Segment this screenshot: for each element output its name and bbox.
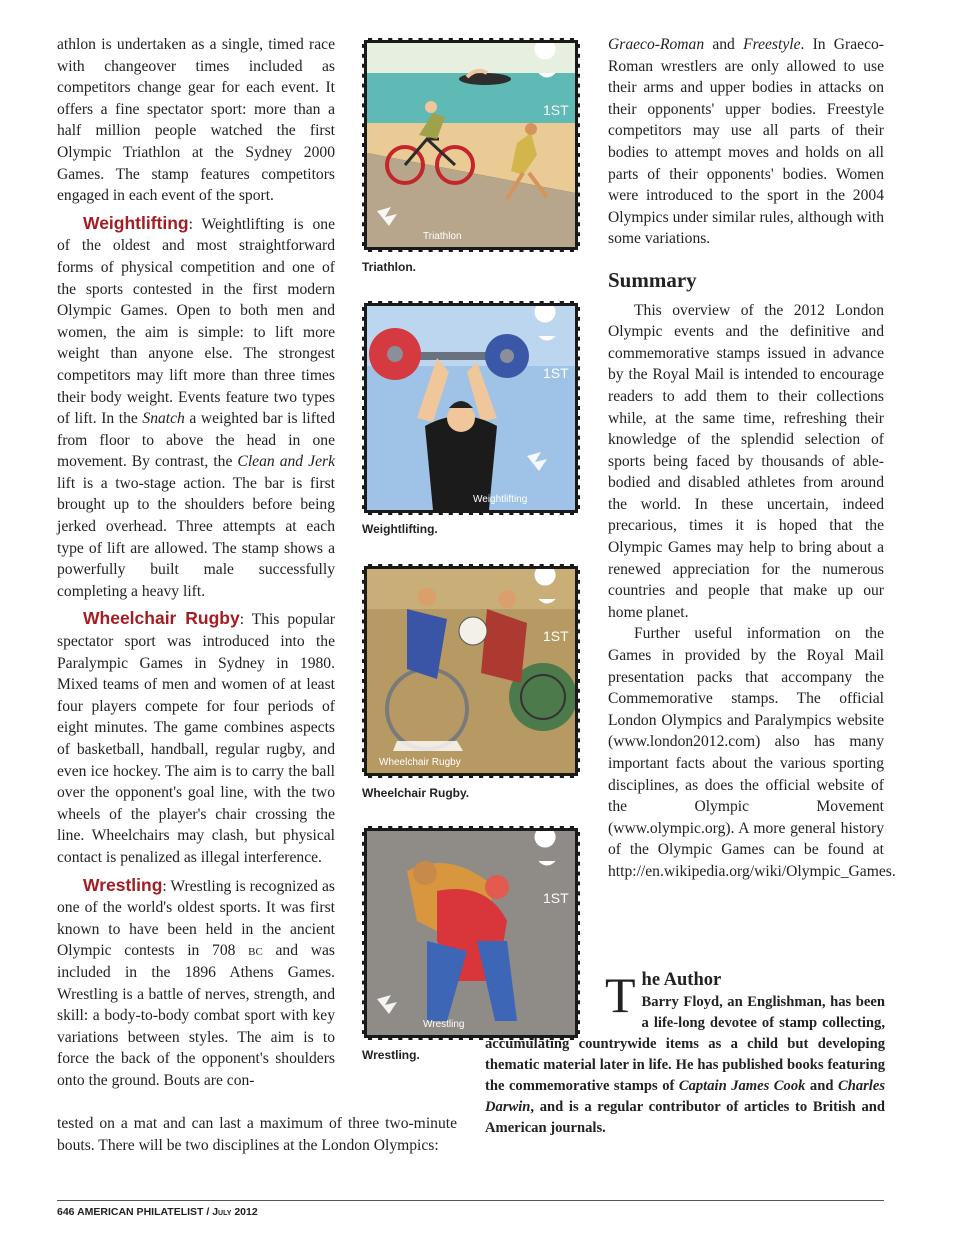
triathlon-paragraph: athlon is undertaken as a single, timed race with changeover times included as competitors change gear for each event. It offers a fine spectator sport: more than a half million people watched the first Olympic Triathlon at the Sydney 2000 Games. The stamp features competitors engaged in each event of the sport.: [57, 36, 335, 205]
and-connector: and: [704, 36, 744, 53]
weightlifting-stamp: [362, 301, 580, 515]
wrestling-stamp-label: Wrestling: [423, 1019, 465, 1030]
triathlon-stamp-label: Triathlon: [423, 231, 462, 242]
cook-title: Captain James Cook: [678, 1078, 806, 1094]
graeco-roman-term: Graeco-Roman: [608, 36, 705, 53]
magazine-name: AMERICAN PHILATELIST: [77, 1206, 204, 1218]
author-bio: [485, 967, 886, 1139]
author-text-c: , and is a regular contributor of articles to British and American journals.: [485, 1099, 885, 1136]
author-dropcap: T: [605, 967, 636, 1023]
author-heading: he Author: [641, 970, 722, 990]
snatch-term: Snatch: [142, 410, 185, 428]
spanning-text: tested on a mat and can last a maximum of three two-minute bouts. There will be two disciplines at the London Olympics:: [57, 1115, 457, 1154]
weightlifting-stamp-art: [367, 306, 575, 510]
left-column: [57, 34, 335, 1092]
summary-paragraph-2: Further useful information on the Games in provided by the Royal Mail presentation packs that accompany the Commemorative stamps. The official London Olympics and Paralympics website (www.london2012.com) also has many important facts about the various sporting disciplines, as does the official website of the Olympic Movement (www.olympic.org). A more general history of the Olympic Games can be found at http://en.wikipedia.org/wiki/Olympic_Games.: [608, 625, 896, 880]
weightlifting-caption: Weightlifting.: [362, 522, 438, 536]
wrestling-heading: Wrestling: [83, 874, 163, 895]
rugby-caption: Wheelchair Rugby.: [362, 786, 470, 800]
wrestling-continued-paragraph: [608, 34, 884, 250]
wheelchair-rugby-heading: Wheelchair Rugby: [83, 608, 240, 629]
wheelchair-rugby-stamp: [362, 564, 580, 778]
weightlifting-denomination: 1ST: [543, 365, 569, 381]
triathlon-stamp: [362, 38, 580, 252]
rugby-stamp-label: Wheelchair Rugby: [379, 757, 461, 768]
weightlifting-text-c: lift is a two-stage action. The bar is first brought up to the shoulders before being jerked overhead. Three attempts at each type of lift are allowed. The stamp shows a powerfully built male successfully completing a heavy lift.: [57, 474, 335, 600]
author-text-b: and: [805, 1078, 838, 1094]
summary-heading: Summary: [608, 267, 697, 292]
wrestling-text-a: : Wrestling is recognized as one of the world's oldest sports. It was first known to have been held in the ancient Olympic contests in 708: [57, 877, 335, 960]
weightlifting-paragraph: [57, 213, 335, 603]
rugby-paragraph: [57, 608, 335, 868]
wrestling-denomination: 1ST: [543, 890, 569, 906]
triathlon-denomination: 1ST: [543, 102, 569, 118]
right-column: [608, 34, 896, 883]
wheelchair-rugby-stamp-art: [367, 569, 575, 773]
wrestling-continued-text: . In Graeco-Roman wrestlers are only allowed to use their arms and upper bodies in attacks on their opponents' upper bodies. Freestyle competitors may use all parts of their bodies to attempt moves and holds on all parts of their opponents' bodies. Women were introduced to the sport in the 2004 Olympics under similar rules, although with some variations.: [608, 36, 884, 248]
rugby-denomination: 1ST: [543, 628, 569, 644]
clean-jerk-term: Clean and Jerk: [237, 453, 335, 471]
wrestling-caption: Wrestling.: [362, 1048, 420, 1062]
triathlon-caption: Triathlon.: [362, 260, 416, 274]
footer-separator: /: [203, 1206, 213, 1218]
summary-paragraph-1: This overview of the 2012 London Olympic events and the definitive and commemorative stamps issued in advance by the Royal Mail is intended to encourage readers to add them to their collections while, at the same time, refreshing their knowledge of the splendid selection of sports being faced by thousands of able-bodied and disabled athletes from around the world. In these uncertain, indeed precarious, times it is hoped that the Olympic Games may help to bring about a renewed appreciation for the numerous countries and people that make up our home planet.: [608, 301, 884, 621]
wrestling-paragraph: [57, 875, 335, 1092]
page-footer: [57, 1206, 258, 1218]
triathlon-stamp-art: [367, 43, 575, 247]
author-text-a: Barry Floyd, an Englishman, has been a life-long devotee of stamp collecting, accumulating countrywide items as a child but developing thematic material later in life. He has published books featuring the commemorative stamps of: [485, 994, 885, 1094]
bc-abbrev: bc: [248, 942, 263, 960]
weightlifting-text-b: a weighted bar is lifted from floor to above the head in one movement. By contrast, the: [57, 410, 336, 471]
weightlifting-text-a: : Weightlifting is one of the oldest and most straightforward forms of physical competition and one of the sports contested in the first modern Olympic Games. Open to both men and women, the aim is simple: to lift more weight than anyone else. The strongest competitors may lift more than three times their body weight. Events feature two types of lift. In the: [57, 215, 335, 428]
weightlifting-heading: Weightlifting: [83, 212, 189, 233]
page-number: 646: [57, 1206, 75, 1218]
weightlifting-stamp-label: Weightlifting: [473, 494, 528, 505]
rugby-text: : This popular spectator sport was introduced into the Paralympic Games in Sydney in 1980. Mixed teams of men and women of at least four players compete for four periods of eight minutes. The game combines aspects of basketball, handball, regular rugby, and even ice hockey. The aim is to carry the ball over the opponent's goal line, with the two wheels of the player's chair crossing the line. Wheelchairs may clash, but physical contact is penalized as illegal interference.: [57, 611, 335, 866]
darwin-title: Charles Darwin: [485, 1078, 886, 1115]
issue-date: July 2012: [212, 1206, 258, 1218]
footer-rule: [57, 1200, 884, 1201]
freestyle-term: Freestyle: [743, 36, 801, 53]
wrestling-text-b: and was included in the 1896 Athens Games. Wrestling is a battle of nerves, strength, and skill: a body-to-body combat sport with key variations between styles. The aim is to force the back of the opponent's shoulders onto the ground. Bouts are con-: [57, 942, 335, 1089]
